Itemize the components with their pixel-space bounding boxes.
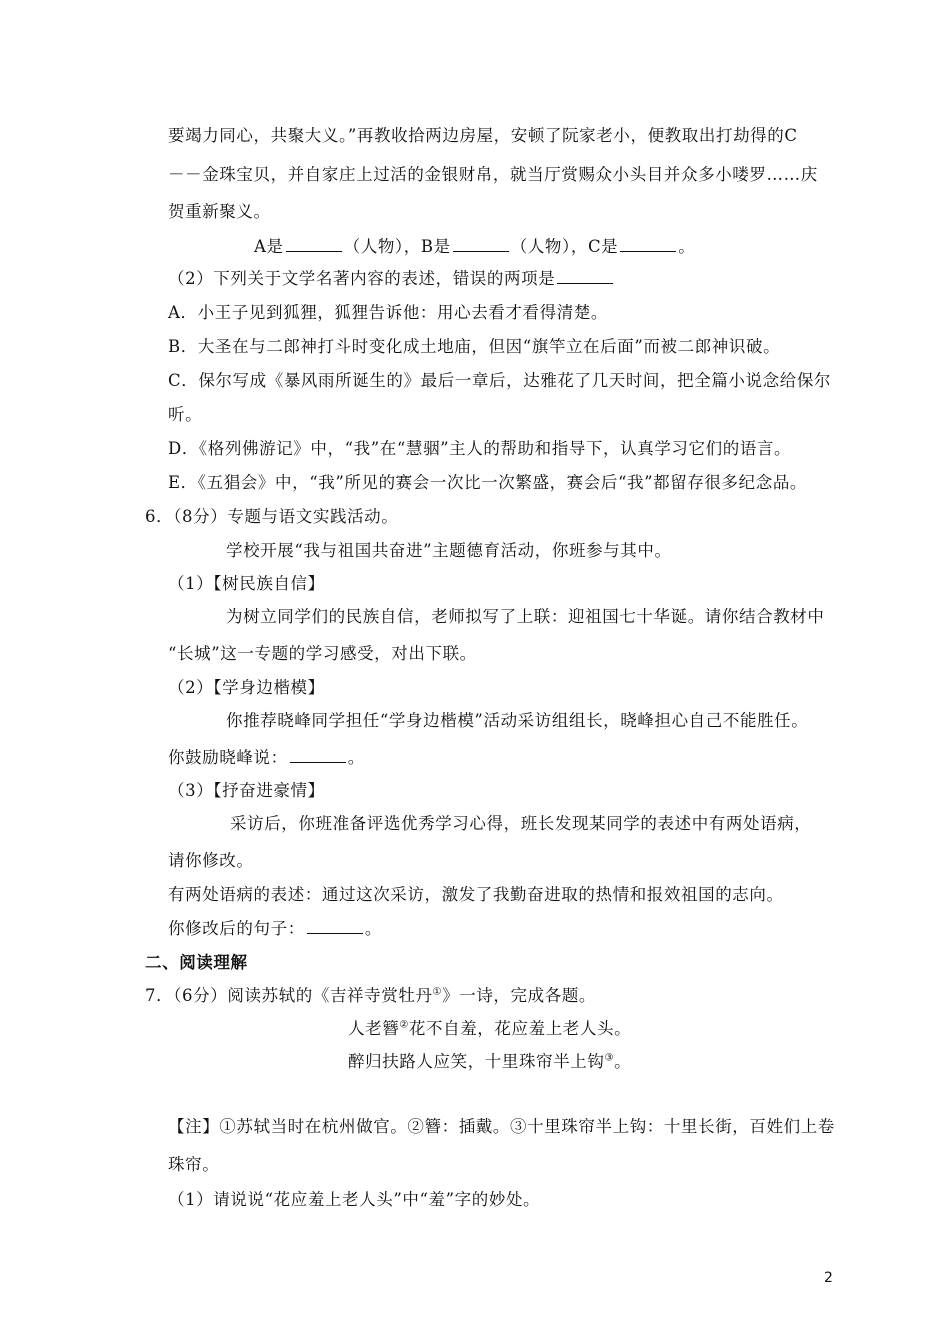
poem-line-1 (348, 1018, 631, 1040)
fill-a-prefix: A是 (254, 237, 284, 256)
answer-blank-q2[interactable] (557, 269, 613, 284)
question-6-intro: 学校开展“我与祖国共奋进”主题德育活动，你班参与其中。 (226, 541, 672, 560)
answer-blank-encourage[interactable] (290, 748, 346, 763)
question-2-stem-text: （2）下列关于文学名著内容的表述，错误的两项是 (168, 269, 556, 288)
section-2-heading: 二、阅读理解 (145, 953, 248, 972)
poem-notes-line-2: 珠帘。 (168, 1155, 220, 1174)
fill-a-suffix: （人物），B是 (343, 237, 451, 256)
question-7-heading (145, 985, 596, 1007)
passage-line-3: 贺重新聚义。 (168, 202, 271, 221)
poem-line-1-b: 花不自羞，花应羞上老人头。 (408, 1019, 632, 1038)
poem-line-1-a: 人老簪 (348, 1019, 400, 1038)
page-number: 2 (824, 1270, 833, 1286)
q6-sub3-title: （3）【抒奋进豪情】 (168, 781, 325, 800)
poem-notes-line-1: 【注】①苏轼当时在杭州做官。②簪：插戴。③十里珠帘半上钩：十里长街，百姓们上卷 (168, 1117, 835, 1136)
q6-sub2-title: （2）【学身边楷模】 (168, 678, 325, 697)
q6-sub3-prefix: 你修改后的句子： (168, 919, 305, 938)
q7-heading-suffix: 》一诗，完成各题。 (442, 986, 597, 1005)
q7-heading-prefix: 7．（6分）阅读苏轼的《吉祥寺赏牡丹 (145, 986, 433, 1005)
q6-sub2-prefix: 你鼓励晓峰说： (168, 748, 288, 767)
option-d: D．《格列佛游记》中，“我”在“慧骃”主人的帮助和指导下，认真学习它们的语言。 (168, 439, 792, 458)
q6-sub1-title: （1）【树民族自信】 (168, 574, 325, 593)
answer-blank-c[interactable] (620, 237, 676, 252)
option-c-line-1: C．保尔写成《暴风雨所诞生的》最后一章后，达雅花了几天时间，把全篇小说念给保尔 (168, 371, 832, 390)
q6-sub2-text-1: 你推荐晓峰同学担任“学身边楷模”活动采访组组长，晓峰担心自己不能胜任。 (226, 711, 809, 730)
q7-sub1: （1）请说说“花应羞上老人头”中“羞”字的妙处。 (168, 1190, 541, 1209)
q6-sub3-text-2: 请你修改。 (168, 851, 254, 870)
q6-sub3-text-4 (168, 918, 382, 940)
poem-line-2-a: 醉归扶路人应笑，十里珠帘半上钩 (348, 1052, 605, 1071)
q6-sub3-text-1: 采访后，你班准备评选优秀学习心得，班长发现某同学的表述中有两处语病， (230, 814, 812, 833)
question-6-heading: 6．（8分）专题与语文实践活动。 (145, 507, 399, 526)
poem-line-2 (348, 1051, 631, 1073)
fill-in-characters-line (254, 236, 695, 258)
q6-sub2-text-2 (168, 747, 365, 769)
answer-blank-revised[interactable] (307, 919, 363, 934)
passage-line-1: 要竭力同心，共聚大义。”再教收拾两边房屋，安顿了阮家老小，便教取出打劫得的C (168, 126, 798, 145)
q6-sub3-text-3: 有两处语病的表述：通过这次采访，激发了我勤奋进取的热情和报效祖国的志向。 (168, 885, 784, 904)
q6-sub1-text-2: “长城”这一专题的学习感受，对出下联。 (168, 644, 477, 663)
question-2-stem (168, 268, 615, 290)
option-c-line-2: 听。 (168, 405, 203, 424)
answer-blank-a[interactable] (286, 237, 342, 252)
q6-sub3-end: 。 (364, 919, 382, 938)
answer-blank-b[interactable] (453, 237, 509, 252)
option-b: B．大圣在与二郎神打斗时变化成土地庙，但因“旗竿立在后面”而被二郎神识破。 (168, 337, 781, 356)
fill-b-suffix: （人物），C是 (510, 237, 619, 256)
poem-line-2-b: 。 (614, 1052, 632, 1071)
option-a: A．小王子见到狐狸，狐狸告诉他：用心去看才看得清楚。 (168, 303, 609, 322)
poem-footnote-mark-2: ② (399, 1019, 409, 1031)
poem-footnote-mark-3: ③ (604, 1052, 615, 1064)
q6-sub2-end: 。 (347, 748, 365, 767)
q7-footnote-mark-1: ① (432, 986, 443, 998)
option-e: E．《五猖会》中，“我”所见的赛会一次比一次繁盛，赛会后“我”都留存很多纪念品。 (168, 473, 808, 492)
passage-line-2: －－金珠宝贝，并自家庄上过活的金银财帛，就当厅赏赐众小头目并众多小喽罗……庆 (168, 165, 818, 184)
q6-sub1-text-1: 为树立同学们的民族自信，老师拟写了上联：迎祖国七十华诞。请你结合教材中 (226, 607, 825, 626)
fill-end: 。 (678, 237, 696, 256)
